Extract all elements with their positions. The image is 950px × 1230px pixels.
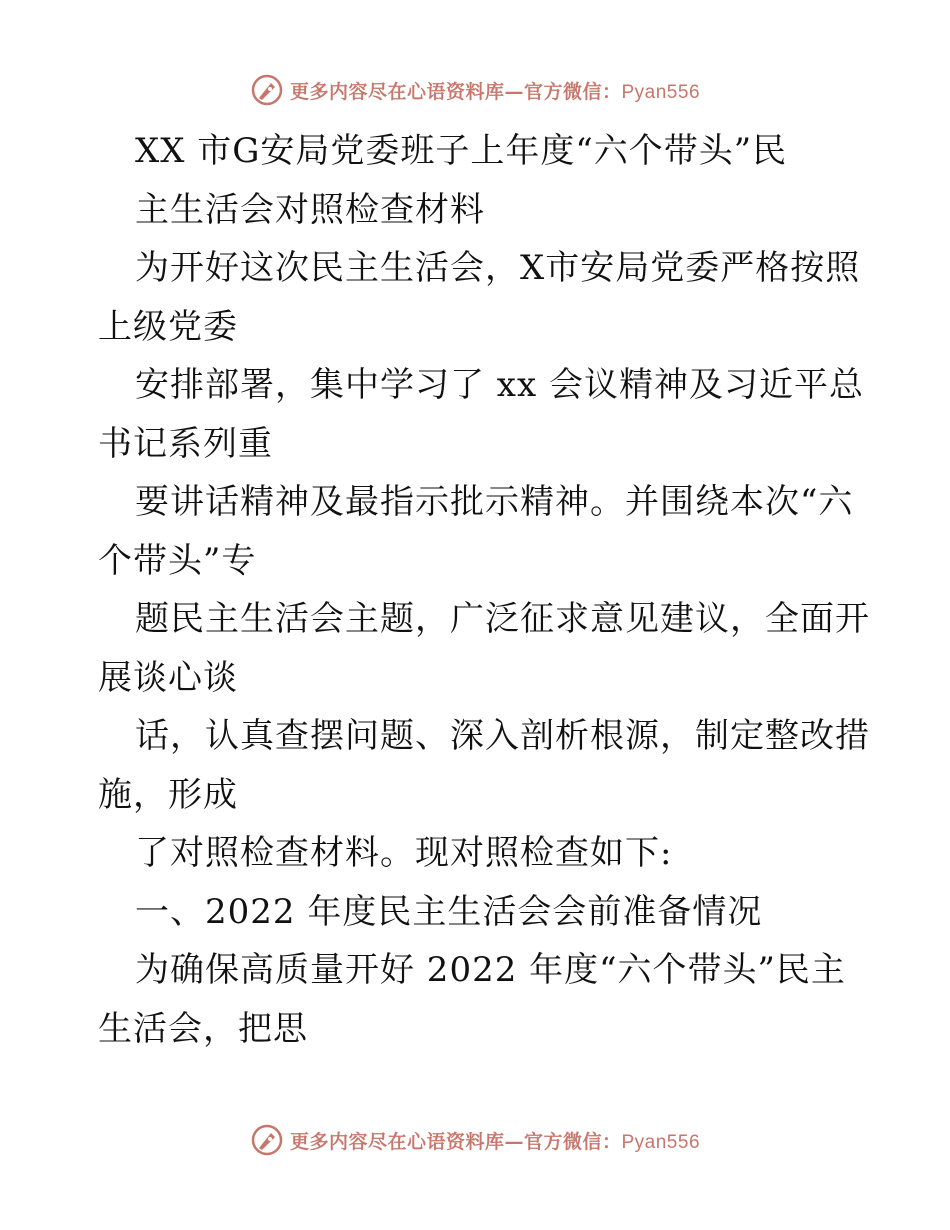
header-watermark	[0, 70, 950, 110]
document-body	[98, 122, 870, 1058]
watermark-text: 更多内容尽在心语资料库—官方微信：Pyan556	[289, 1130, 701, 1153]
doc-line: 书记系列重	[98, 423, 273, 464]
doc-line: 要讲话精神及最指示批示精神。并围绕本次“六	[135, 482, 854, 522]
doc-line: 展谈心谈	[98, 657, 238, 698]
watermark-text: 更多内容尽在心语资料库—官方微信：Pyan556	[289, 80, 701, 103]
doc-line: 为确保高质量开好 2022 年度“六个带头”民主	[135, 950, 846, 990]
pen-nib-logo-icon	[250, 1123, 284, 1157]
doc-line: 安排部署，集中学习了 xx 会议精神及习近平总	[135, 365, 864, 405]
doc-line: 了对照检查材料。现对照检查如下:	[135, 833, 673, 873]
footer-watermark	[0, 1120, 950, 1160]
doc-line: 一、2022 年度民主生活会会前准备情况	[135, 891, 763, 932]
doc-line: 生活会，把思	[98, 1008, 308, 1049]
doc-line: 题民主生活会主题，广泛征求意见建议，全面开	[135, 599, 870, 639]
doc-line: 施，形成	[98, 774, 238, 815]
doc-line: 主生活会对照检查材料	[135, 189, 485, 230]
doc-line: XX 市G安局党委班子上年度“六个带头”民	[135, 131, 788, 171]
doc-line: 个带头”专	[98, 540, 257, 581]
doc-line: 话，认真查摆问题、深入剖析根源，制定整改措	[135, 716, 870, 756]
pen-nib-logo-icon	[250, 73, 284, 107]
doc-line: 上级党委	[98, 306, 238, 347]
doc-line: 为开好这次民主生活会，X市安局党委严格按照	[135, 248, 861, 288]
